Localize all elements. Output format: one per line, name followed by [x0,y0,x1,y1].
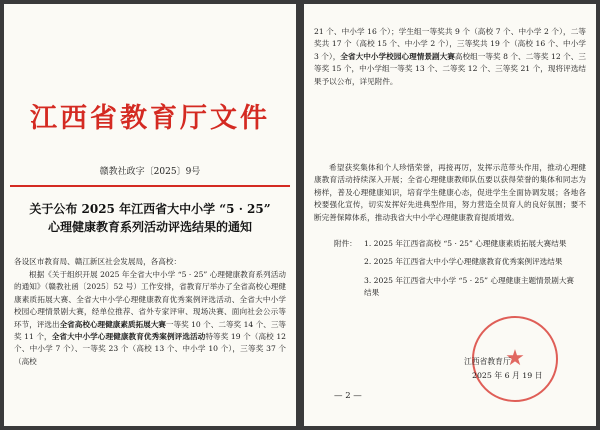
body-bold-segment: 全省高校心理健康素质拓展大赛 [59,319,166,329]
attachment-item-text: 2. 2025 年江西省大中小学心理健康教育优秀案例评选结果 [364,257,563,267]
attachments-label: 附件： [334,239,357,248]
body-text-segment: 21 个、中小学 16 个）；学生组一等奖共 9 个（高校 7 个、中小学 2 个），二等奖共 17 个（高校 15 个、中小学 2 个），三等奖共 19 个（高校 16 个、中小学 3 个）， [314,27,586,61]
body-text-segment: 根据《关于组织开展 2025 年全省大中小学 “5 · 25” 心理健康教育系列活动的通知》（赣教社函〔2025〕52 号）工作安排，省教育厅举办了全省高校心理健康素质拓展大赛、全省大中小学心理健康教育优秀案例评选活动、全省大中小学校园心理情景剧大赛，经单位推荐、省外专家评审、现场决赛、面向社会公示等环节，评选出 [14,270,286,329]
attachment-item [334,275,580,300]
notice-title-line-1: 关于公布 2025 年江西省大中小学 “5 · 25” [29,202,271,216]
notice-title [12,200,288,236]
page-number: — 2 — [334,391,362,401]
attachment-item [334,238,580,250]
issue-date: 2025 年 6 月 19 日 [472,371,543,380]
attachment-item-text: 1. 2025 年江西省高校 “5 · 25” 心理健康素质拓展大赛结果 [364,239,567,248]
attachments-list [334,238,580,306]
page-right [304,4,596,426]
red-rule-divider [10,185,290,187]
masthead-title: 江西省教育厅文件 [30,103,270,134]
body-paragraph-2: 希望获奖集体和个人珍惜荣誉，再接再厉，发挥示范带头作用，推动心理健康教育活动持续深入开展；全省心理健康教师队伍要以获得荣誉的集体和同志为榜样，普及心理健康知识，培育学生健康心态，促进学生全面协调发展；各地各校要强化宣传，切实发挥好先进典型作用，努力营造全员育人的良好氛围；要不断完善保障体系，推动我省大中小学心理健康教育提质增效。 [314,163,586,222]
notice-title-line-2: 心理健康教育系列活动评选结果的通知 [47,220,252,234]
body-text-segment: 一等奖 10 个、二等奖 14 个、三等奖 11 个， [14,319,287,342]
body-paragraph-1-continued [314,26,586,88]
body-bold-segment: 全省大中小学校园心理情景剧大赛 [340,51,455,61]
attachment-item [334,256,580,268]
body-paragraph-1 [14,269,286,368]
page-left [4,4,296,426]
body-text-segment: 高校组一等奖 8 个、二等奖 12 个、三等奖 15 个，中小学组一等奖 13 个、二等奖 12 个、三等奖 21 个，现将评选结果予以公布，详见附件。 [314,51,586,86]
document-number: 赣教社政字〔2025〕9号 [99,167,201,177]
salutation: 各设区市教育局、赣江新区社会发展局，各高校： [14,257,182,266]
seal-star-icon: ★ [505,346,525,371]
body-text-segment: 特等奖 19 个（高校 12 个、中小学 7 个）、一等奖 23 个（高校 13 个、中小学 10 个），三等奖 37 个（高校 [14,332,286,366]
attachment-item-text: 3. 2025 年江西省大中小学 “5 · 25” 心理健康主题情景剧大赛结果 [364,275,575,298]
issuer-name: 江西省教育厅 [464,357,511,366]
body-bold-segment: 全省大中小学心理健康教育优秀案例评选活动 [51,332,206,342]
